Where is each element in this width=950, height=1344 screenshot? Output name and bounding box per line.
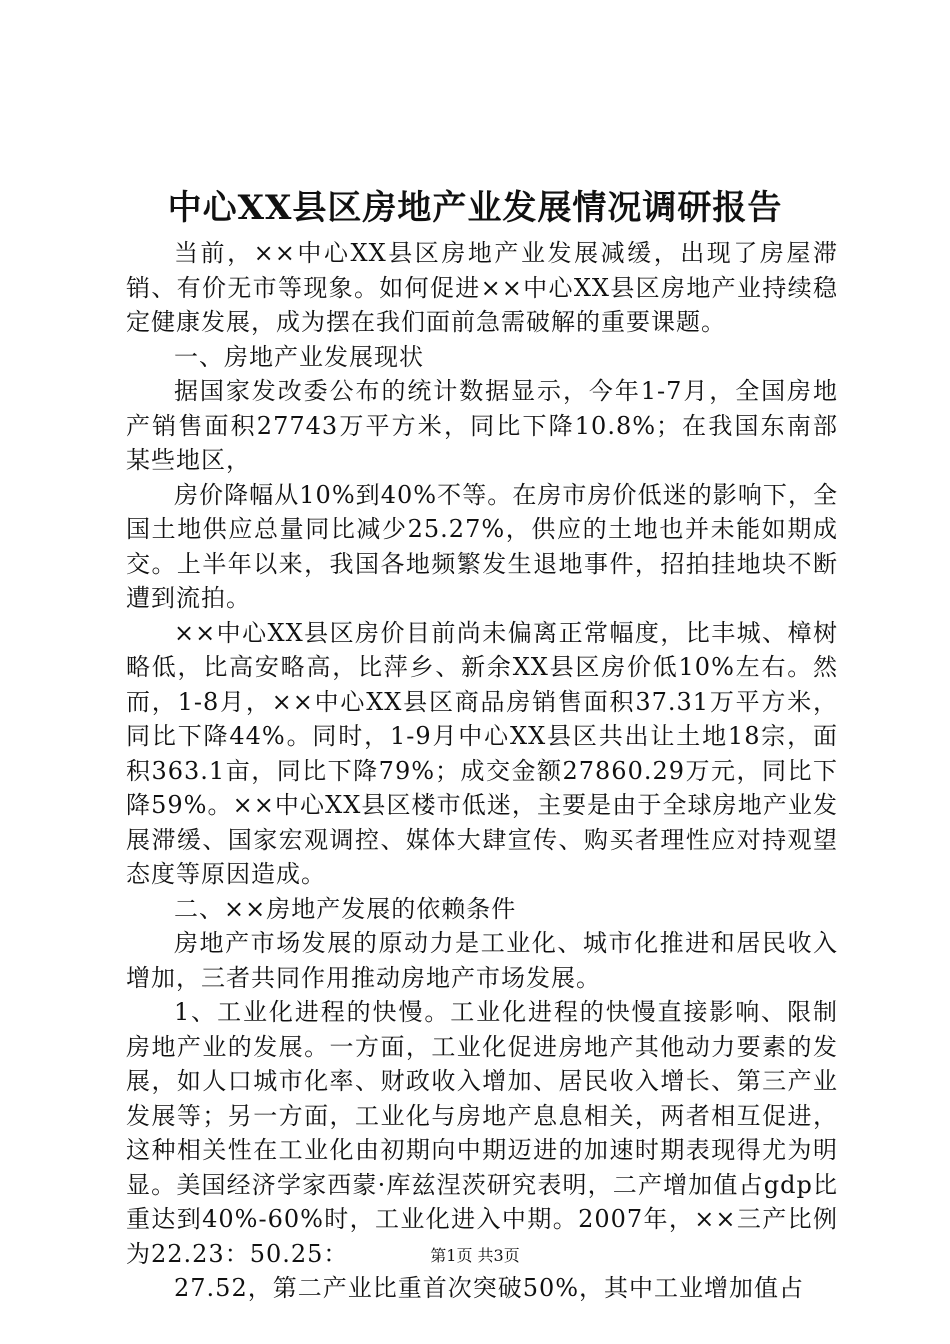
paragraph-industrialization: 1、工业化进程的快慢。工业化进程的快慢直接影响、限制房地产业的发展。一方面，工业化促进房地产其他动力要素的发展，如人口城市化率、财政收入增加、居民收入增长、第三产业发展等；另一方面，工业化与房地产息息相关，两者相互促进，这种相关性在工业化由初期向中期迈进的加速时期表现得尤为明显。美国经济学家西蒙·库兹涅茨研究表明，二产增加值占gdp比重达到40%-60%时，工业化进入中期。2007年，××三产比例为22.23：50.25： [126,998,838,1268]
section-heading-1: 一、房地产业发展现状 [174,342,424,371]
document-title: 中心XX县区房地产业发展情况调研报告 [167,188,783,228]
paragraph-continued: 27.52，第二产业比重首次突破50%，其中工业增加值占 [174,1274,805,1302]
paragraph-national-data: 据国家发改委公布的统计数据显示，今年1-7月，全国房地产销售面积27743万平方米，同比下降10.8%；在我国东南部某些地区， [126,377,838,474]
paragraph-driving-forces: 房地产市场发展的原动力是工业化、城市化推进和居民收入增加，三者共同作用推动房地产市场发展。 [126,929,838,992]
paragraph-intro: 当前，××中心XX县区房地产业发展减缓，出现了房屋滞销、有价无市等现象。如何促进××中心XX县区房地产业持续稳定健康发展，成为摆在我们面前急需破解的重要课题。 [126,239,838,336]
section-heading-2: 二、××房地产发展的依赖条件 [174,894,517,923]
document-body [126,236,838,1306]
page-number-footer: 第1页 共3页 [430,1246,520,1265]
paragraph-price-decline: 房价降幅从10%到40%不等。在房市房价低迷的影响下，全国土地供应总量同比减少25.27%，供应的土地也并未能如期成交。上半年以来，我国各地频繁发生退地事件，招拍挂地块不断遭到流拍。 [126,480,838,612]
paragraph-local-market: ××中心XX县区房价目前尚未偏离正常幅度，比丰城、樟树略低，比高安略高，比萍乡、新余XX县区房价低10%左右。然而，1-8月，××中心XX县区商品房销售面积37.31万平方米，同比下降44%。同时，1-9月中心XX县区共出让土地18宗，面积363.1亩，同比下降79%；成交金额27860.29万元，同比下降59%。××中心XX县区楼市低迷，主要是由于全球房地产业发展滞缓、国家宏观调控、媒体大肆宣传、购买者理性应对持观望态度等原因造成。 [126,618,838,888]
